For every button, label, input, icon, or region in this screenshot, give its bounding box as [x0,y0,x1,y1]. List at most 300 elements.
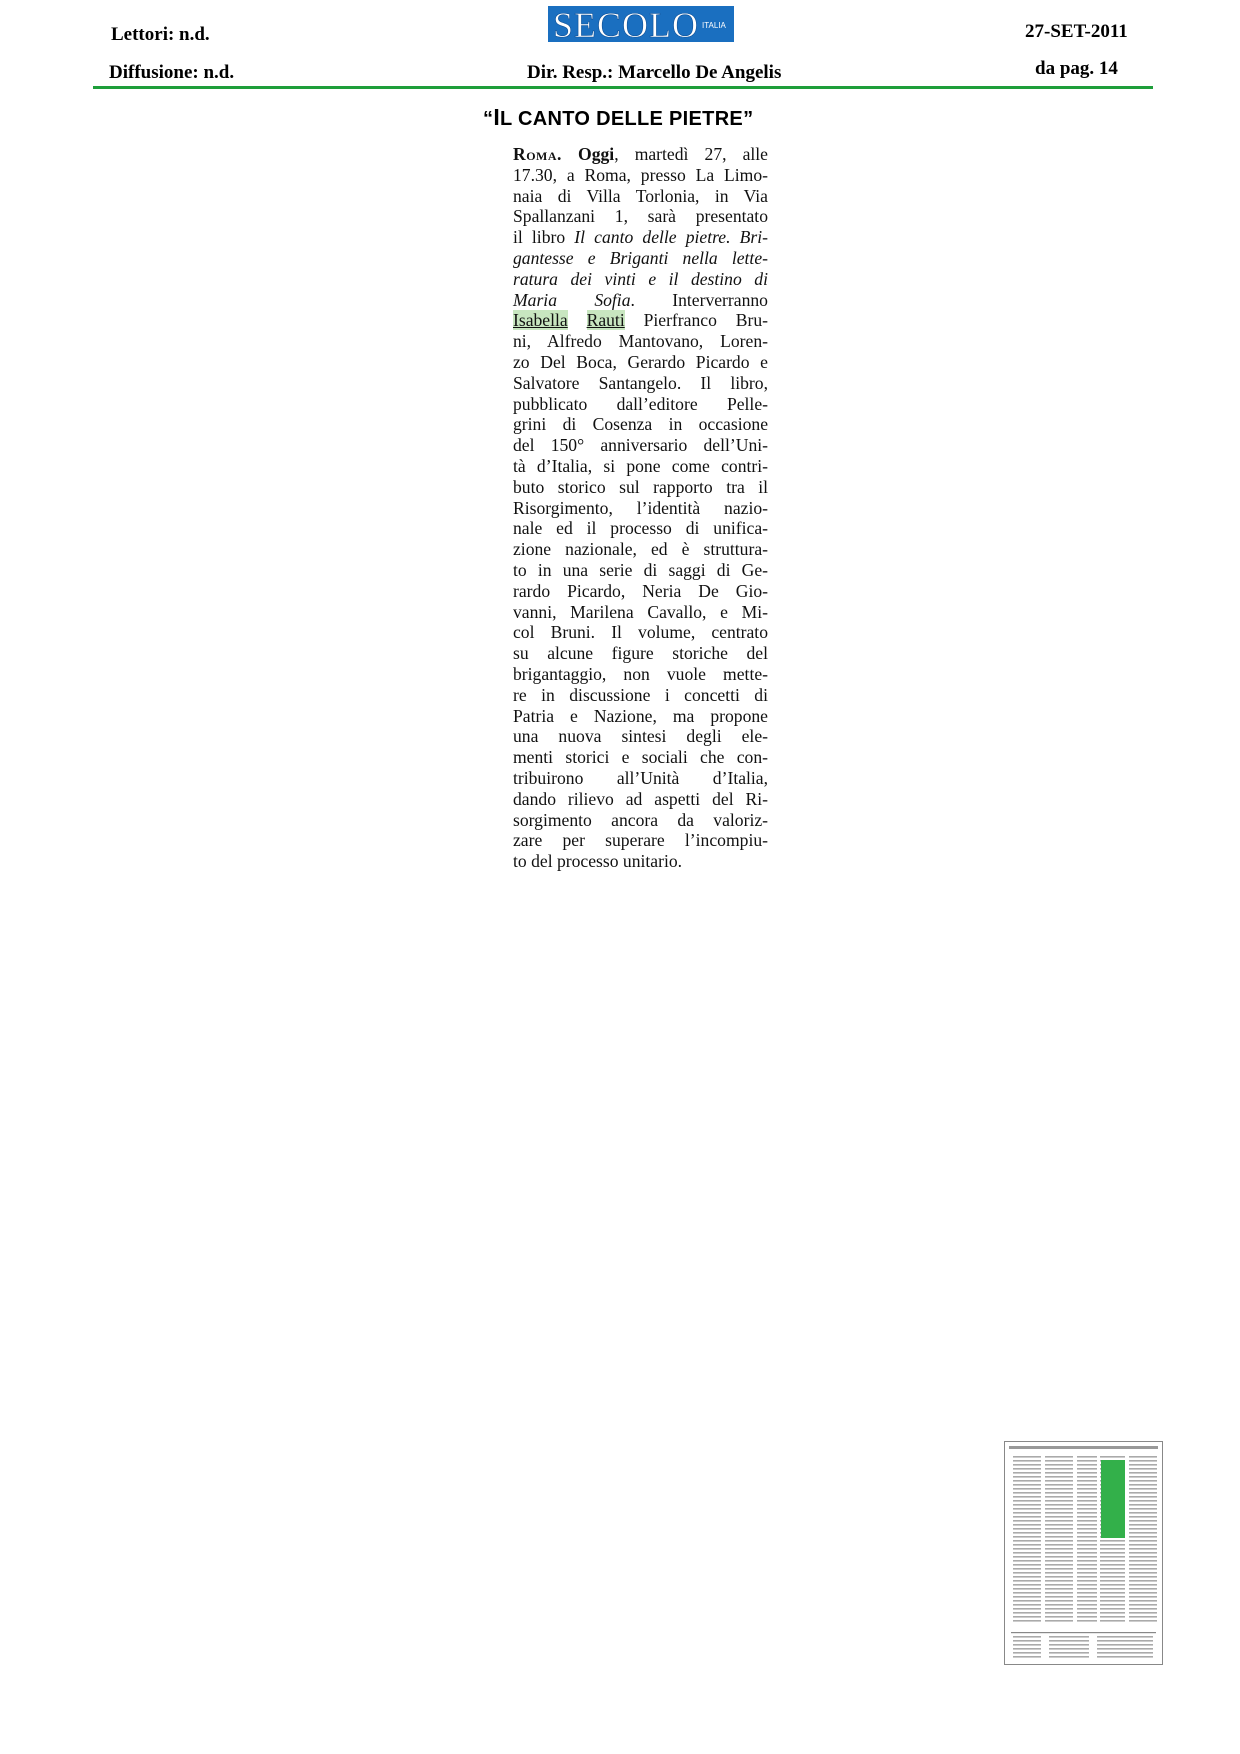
thumb-text-line [1077,1500,1097,1502]
thumb-text-line [1045,1592,1073,1594]
highlighted-name: Isabella [513,310,568,331]
article-text: Pierfranco Bru- [624,310,768,331]
article-line [513,310,768,331]
article-text: rardo Picardo, Neria De Gio- [513,580,768,601]
thumb-text-line [1077,1468,1097,1470]
thumb-text-line [1100,1596,1125,1598]
thumb-text-line [1129,1520,1157,1522]
article-line [513,768,768,789]
article-text: , martedì 27, alle [614,144,768,164]
article-line [513,602,768,623]
thumb-text-line [1077,1604,1097,1606]
thumb-text-line [1097,1644,1153,1646]
article-text: Salvatore Santangelo. Il libro, [513,372,768,393]
article-line [513,206,768,227]
thumb-text-line [1049,1656,1089,1658]
thumb-text-line [1100,1620,1125,1622]
thumb-text-line [1045,1492,1073,1494]
thumb-text-line [1129,1492,1157,1494]
thumb-text-line [1013,1560,1041,1562]
thumb-text-line [1077,1472,1097,1474]
thumb-text-line [1077,1476,1097,1478]
thumb-text-line [1013,1612,1041,1614]
thumb-text-line [1045,1556,1073,1558]
thumb-text-line [1049,1648,1089,1650]
thumb-text-line [1100,1564,1125,1566]
article-line [513,518,768,539]
article-text: zione nazionale, ed è struttura- [513,539,768,560]
thumb-text-line [1013,1544,1041,1546]
thumb-text-line [1100,1560,1125,1562]
thumb-text-line [1013,1548,1041,1550]
article-text: pubblicato dall’editore Pelle- [513,393,768,414]
article-text: tà d’Italia, si pone come contri- [513,455,768,476]
thumb-text-line [1129,1496,1157,1498]
article-text: . Interverranno [630,289,768,310]
thumb-text-line [1129,1524,1157,1526]
thumb-text-line [1100,1576,1125,1578]
thumb-text-line [1129,1616,1157,1618]
thumb-text-line [1013,1480,1041,1482]
article-text: gantesse e Briganti nella lette- [513,247,768,268]
article-text: re in discussione i concetti di [513,684,768,705]
page-reference: da pag. 14 [1035,58,1118,79]
thumb-text-line [1045,1596,1073,1598]
thumb-text-line [1077,1504,1097,1506]
thumb-text-line [1097,1636,1153,1638]
thumb-text-line [1077,1552,1097,1554]
thumb-text-line [1013,1568,1041,1570]
thumb-text-line [1045,1616,1073,1618]
thumb-text-line [1045,1588,1073,1590]
thumb-text-line [1013,1504,1041,1506]
thumb-text-line [1077,1608,1097,1610]
thumb-text-line [1077,1480,1097,1482]
thumb-text-line [1045,1584,1073,1586]
article-line [513,830,768,851]
article-line [513,435,768,456]
thumb-text-line [1013,1564,1041,1566]
thumb-text-line [1013,1620,1041,1622]
thumb-text-line [1013,1604,1041,1606]
thumb-text-line [1013,1500,1041,1502]
thumb-text-line [1045,1476,1073,1478]
article-line [513,726,768,747]
article-text: vanni, Marilena Cavallo, e Mi- [513,601,768,622]
article-line [513,373,768,394]
article-text: 17.30, a Roma, presso La Limo- [513,164,768,185]
thumb-text-line [1013,1516,1041,1518]
thumb-text-line [1129,1500,1157,1502]
logo-text: SECOLO [553,6,700,42]
thumb-text-line [1045,1520,1073,1522]
thumb-text-line [1077,1464,1097,1466]
thumb-text-line [1045,1604,1073,1606]
thumb-text-line [1013,1588,1041,1590]
article-line [513,789,768,810]
thumb-text-line [1129,1564,1157,1566]
article-line [513,643,768,664]
thumb-text-line [1129,1516,1157,1518]
article-line [513,394,768,415]
article-text: Maria Sofia [513,289,631,310]
thumb-text-line [1045,1496,1073,1498]
article-line [513,477,768,498]
thumb-text-line [1100,1556,1125,1558]
thumb-text-line [1045,1524,1073,1526]
article-text: naia di Villa Torlonia, in Via [513,185,768,206]
thumb-text-line [1013,1536,1041,1538]
highlighted-name: Rauti [586,310,625,331]
thumb-text-line [1013,1572,1041,1574]
thumb-text-line [1077,1568,1097,1570]
thumb-highlight [1101,1460,1125,1538]
thumb-text-line [1077,1508,1097,1510]
thumb-text-line [1045,1568,1073,1570]
thumb-text-line [1013,1592,1041,1594]
article-text: Il canto delle pietre. Bri- [574,227,768,248]
thumb-text-line [1013,1644,1041,1646]
thumb-text-line [1013,1556,1041,1558]
thumb-text-line [1045,1576,1073,1578]
article-line [513,685,768,706]
article-text: del 150° anniversario dell’Uni- [513,435,768,456]
article-text: sorgimento ancora da valoriz- [513,809,768,830]
thumb-text-line [1129,1472,1157,1474]
thumb-text-line [1045,1532,1073,1534]
thumb-text-line [1077,1488,1097,1490]
thumb-text-line [1077,1512,1097,1514]
headline-close-quote: ” [743,108,754,130]
thumb-text-line [1013,1540,1041,1542]
headline-initial: I [493,104,501,130]
thumb-text-line [1129,1572,1157,1574]
thumb-text-line [1077,1584,1097,1586]
article-text: Roma. [513,144,562,164]
article-text: ratura dei vinti e il destino di [513,268,768,289]
thumb-text-line [1013,1464,1041,1466]
thumb-text-line [1045,1460,1073,1462]
thumb-text-line [1077,1560,1097,1562]
thumb-text-line [1129,1476,1157,1478]
thumb-text-line [1100,1548,1125,1550]
article-line [513,622,768,643]
thumb-text-line [1013,1468,1041,1470]
thumb-text-line [1100,1592,1125,1594]
thumb-text-line [1100,1600,1125,1602]
thumb-text-line [1100,1608,1125,1610]
thumb-text-line [1045,1552,1073,1554]
thumb-text-line [1129,1468,1157,1470]
thumb-text-line [1013,1600,1041,1602]
article-line [513,248,768,269]
thumb-text-line [1013,1648,1041,1650]
thumb-text-line [1100,1612,1125,1614]
thumb-text-line [1077,1528,1097,1530]
thumb-text-line [1013,1528,1041,1530]
thumb-text-line [1077,1556,1097,1558]
thumb-text-line [1129,1456,1157,1458]
thumb-text-line [1077,1496,1097,1498]
article-line [513,456,768,477]
thumb-text-line [1100,1540,1125,1542]
thumb-text-line [1045,1488,1073,1490]
article-line [513,539,768,560]
thumb-text-line [1045,1572,1073,1574]
thumb-text-line [1129,1508,1157,1510]
thumb-text-line [1129,1600,1157,1602]
article-text: zare per superare l’incompiu- [513,830,768,851]
thumb-text-line [1045,1508,1073,1510]
thumb-text-line [1013,1460,1041,1462]
thumb-text-line [1013,1596,1041,1598]
thumb-text-line [1077,1548,1097,1550]
article-text: ni, Alfredo Mantovano, Loren- [513,331,768,352]
thumb-text-line [1045,1484,1073,1486]
article-text: tribuirono all’Unità d’Italia, [513,767,768,788]
thumb-text-line [1100,1568,1125,1570]
thumb-text-line [1077,1592,1097,1594]
lettori-label: Lettori: n.d. [111,24,210,45]
article-text: Oggi [578,144,615,164]
page-thumbnail [1004,1441,1163,1665]
thumb-text-line [1013,1532,1041,1534]
headline-text: L CANTO DELLE PIETRE [500,108,744,130]
thumb-text-line [1077,1600,1097,1602]
thumb-text-line [1045,1504,1073,1506]
thumb-text-line [1013,1652,1041,1654]
thumb-text-line [1077,1588,1097,1590]
thumb-text-line [1100,1572,1125,1574]
thumb-footer-rule [1011,1632,1156,1633]
thumb-text-line [1100,1604,1125,1606]
thumb-text-line [1013,1472,1041,1474]
thumb-text-line [1077,1612,1097,1614]
logo-subtext: ITALIA [702,21,726,30]
thumb-text-line [1129,1604,1157,1606]
thumb-text-line [1129,1544,1157,1546]
thumb-text-line [1097,1656,1153,1658]
thumb-text-line [1045,1612,1073,1614]
article-text [562,144,578,164]
thumb-text-line [1049,1644,1089,1646]
thumb-text-line [1129,1484,1157,1486]
thumb-text-line [1129,1612,1157,1614]
thumb-text-line [1129,1620,1157,1622]
thumb-text-line [1045,1564,1073,1566]
thumb-text-line [1045,1468,1073,1470]
thumb-text-line [1129,1552,1157,1554]
thumb-text-line [1013,1616,1041,1618]
thumb-text-line [1129,1556,1157,1558]
thumb-text-line [1045,1536,1073,1538]
article-body [513,144,768,872]
article-line [513,331,768,352]
thumb-text-line [1077,1532,1097,1534]
article-line [513,810,768,831]
thumb-text-line [1013,1636,1041,1638]
thumb-text-line [1045,1580,1073,1582]
thumb-text-line [1100,1588,1125,1590]
thumb-text-line [1013,1456,1041,1458]
thumb-text-line [1100,1456,1125,1458]
thumb-text-line [1045,1544,1073,1546]
thumb-text-line [1045,1528,1073,1530]
thumb-text-line [1013,1580,1041,1582]
article-text: grini di Cosenza in occasione [513,414,768,435]
thumb-text-line [1077,1484,1097,1486]
article-text: dando rilievo ad aspetti del Ri- [513,788,768,809]
article-text: il libro [513,227,575,248]
thumb-text-line [1129,1464,1157,1466]
article-text [568,310,587,330]
header-rule [93,86,1153,89]
thumb-text-line [1129,1580,1157,1582]
thumb-text-line [1129,1504,1157,1506]
thumb-text-line [1100,1580,1125,1582]
article-text: Risorgimento, l’identità nazio- [513,497,768,518]
article-line [513,165,768,186]
article-line [513,144,768,165]
thumb-text-line [1013,1552,1041,1554]
thumb-text-line [1077,1524,1097,1526]
thumb-text-line [1129,1540,1157,1542]
thumb-text-line [1129,1584,1157,1586]
thumb-masthead [1009,1446,1158,1449]
thumb-text-line [1045,1500,1073,1502]
thumb-text-line [1129,1576,1157,1578]
thumb-text-line [1129,1568,1157,1570]
thumb-text-line [1013,1512,1041,1514]
thumb-text-line [1013,1520,1041,1522]
thumb-text-line [1129,1480,1157,1482]
thumb-text-line [1013,1488,1041,1490]
article-line [513,851,768,872]
thumb-text-line [1013,1476,1041,1478]
thumb-text-line [1077,1540,1097,1542]
article-text: to in una serie di saggi di Ge- [513,559,768,580]
thumb-text-line [1129,1560,1157,1562]
thumb-text-line [1013,1492,1041,1494]
thumb-text-line [1100,1584,1125,1586]
thumb-text-line [1129,1596,1157,1598]
publication-date: 27-SET-2011 [1025,21,1128,42]
diffusione-label: Diffusione: n.d. [109,62,235,83]
thumb-text-line [1077,1536,1097,1538]
thumb-text-line [1077,1620,1097,1622]
article-line [513,290,768,311]
thumb-text-line [1013,1508,1041,1510]
thumb-text-line [1045,1464,1073,1466]
thumb-text-line [1077,1492,1097,1494]
thumb-text-line [1129,1608,1157,1610]
thumb-text-line [1077,1580,1097,1582]
thumb-text-line [1100,1616,1125,1618]
article-line [513,269,768,290]
secolo-logo [548,6,734,42]
article-headline [483,104,753,131]
thumb-text-line [1049,1640,1089,1642]
thumb-text-line [1100,1552,1125,1554]
thumb-text-line [1045,1516,1073,1518]
thumb-text-line [1045,1600,1073,1602]
article-text: buto storico sul rapporto tra il [513,476,768,497]
article-line [513,498,768,519]
thumb-text-line [1045,1608,1073,1610]
director-label: Dir. Resp.: Marcello De Angelis [527,62,782,83]
thumb-text-line [1097,1652,1153,1654]
thumb-text-line [1077,1596,1097,1598]
thumb-text-line [1013,1496,1041,1498]
thumb-text-line [1045,1456,1073,1458]
article-line [513,414,768,435]
thumb-text-line [1077,1616,1097,1618]
article-text: zo Del Boca, Gerardo Picardo e [513,351,768,372]
article-line [513,706,768,727]
thumb-text-line [1129,1532,1157,1534]
thumb-text-line [1049,1636,1089,1638]
thumb-text-line [1013,1484,1041,1486]
thumb-text-line [1077,1516,1097,1518]
thumb-text-line [1013,1576,1041,1578]
thumb-text-line [1045,1512,1073,1514]
thumb-text-line [1049,1652,1089,1654]
thumb-text-line [1129,1592,1157,1594]
article-text: menti storici e sociali che con- [513,747,768,768]
article-text: col Bruni. Il volume, centrato [513,622,768,643]
thumb-text-line [1077,1544,1097,1546]
thumb-text-line [1129,1536,1157,1538]
thumb-text-line [1045,1540,1073,1542]
article-line [513,560,768,581]
article-text: nale ed il processo di unifica- [513,518,768,539]
thumb-text-line [1013,1640,1041,1642]
thumb-text-line [1013,1524,1041,1526]
thumb-text-line [1077,1572,1097,1574]
thumb-text-line [1045,1548,1073,1550]
article-line [513,664,768,685]
thumb-text-line [1097,1648,1153,1650]
headline-open-quote: “ [483,108,494,130]
thumb-text-line [1045,1472,1073,1474]
thumb-text-line [1129,1588,1157,1590]
article-text: Spallanzani 1, sarà presentato [513,206,768,227]
thumb-text-line [1077,1576,1097,1578]
thumb-text-line [1045,1480,1073,1482]
article-line [513,186,768,207]
article-line [513,227,768,248]
thumb-text-line [1097,1640,1153,1642]
thumb-text-line [1077,1520,1097,1522]
thumb-text-line [1077,1460,1097,1462]
article-text: su alcune figure storiche del [513,643,768,664]
article-line [513,352,768,373]
thumb-text-line [1129,1488,1157,1490]
thumb-text-line [1129,1548,1157,1550]
article-text: Patria e Nazione, ma propone [513,705,768,726]
thumb-text-line [1045,1620,1073,1622]
thumb-text-line [1077,1564,1097,1566]
article-text: brigantaggio, non vuole mette- [513,663,768,684]
thumb-text-line [1100,1544,1125,1546]
article-line [513,747,768,768]
thumb-text-line [1129,1460,1157,1462]
article-text: to del processo unitario. [513,851,683,872]
thumb-text-line [1077,1456,1097,1458]
thumb-text-line [1129,1528,1157,1530]
thumb-text-line [1013,1584,1041,1586]
article-text: una nuova sintesi degli ele- [513,726,768,747]
